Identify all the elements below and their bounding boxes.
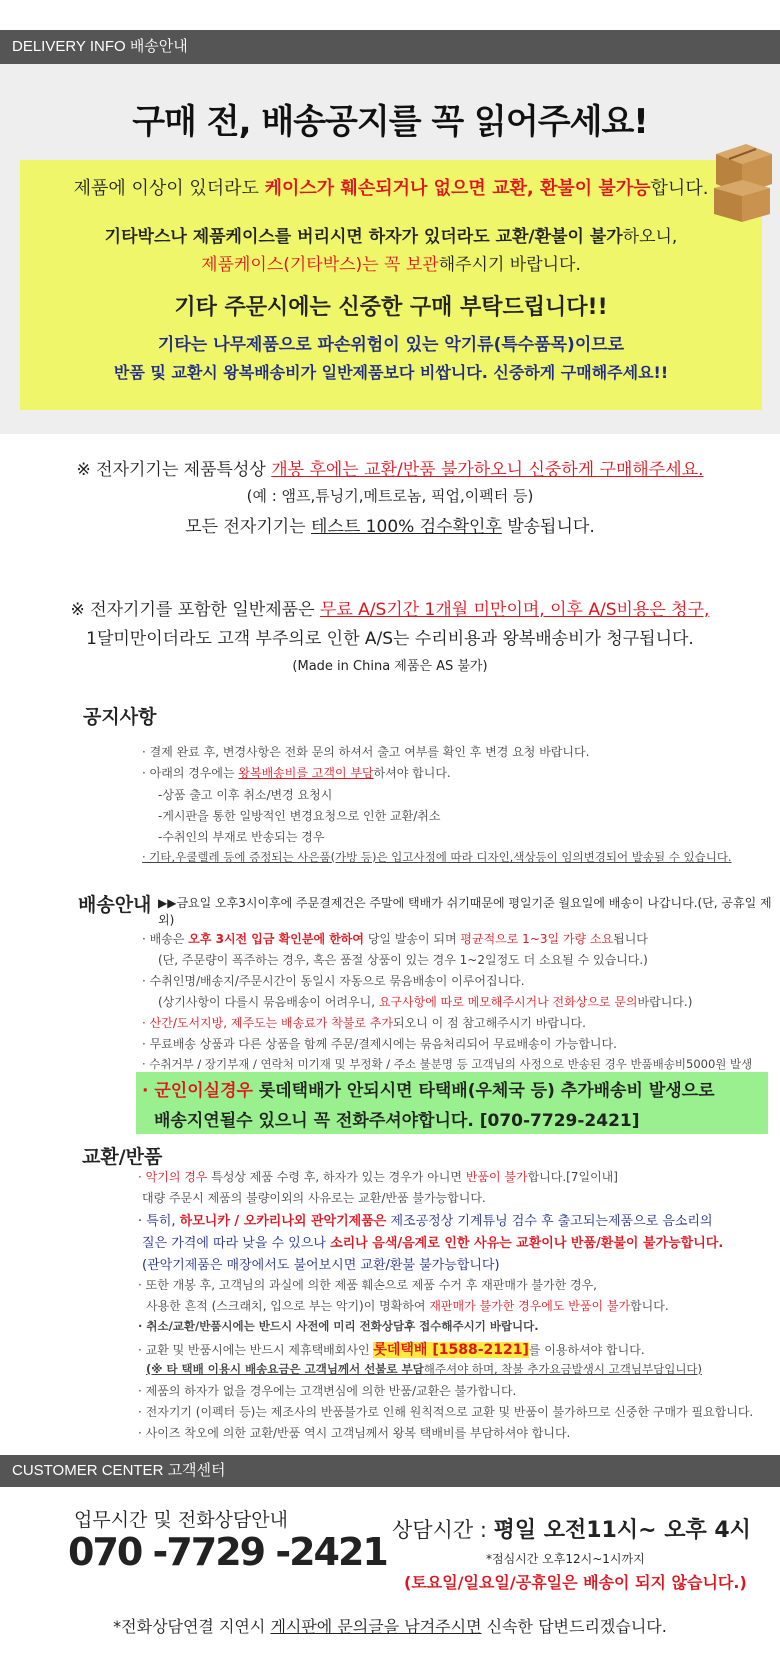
text-red: · 악기의 경우 (138, 1170, 208, 1184)
delivery-line: · 수취인명/배송지/주문시간이 동일시 자동으로 묶음배송이 이루어집니다. (142, 974, 525, 988)
guitar-order-title: 기타 주문시에는 신중한 구매 부탁드립니다!! (174, 295, 608, 320)
notice-title: 공지사항 (83, 706, 157, 728)
text: (상기사항이 다를시 묶음배송이 어려우니, (158, 995, 379, 1009)
exchange-line: · 사이즈 착오에 의한 교환/반품 역시 고객님께서 왕복 택배비를 부담하셔야 합니다. (138, 1426, 571, 1440)
text: 모든 전자기기는 (185, 517, 312, 537)
text: 를 이용하셔야 합니다. (528, 1343, 645, 1357)
text-underline: 테스트 100% 검수확인후 (311, 517, 502, 537)
text: · 배송은 (142, 932, 189, 946)
text: ※ 전자기기를 포함한 일반제품은 (70, 600, 320, 620)
exchange-line (138, 1168, 618, 1185)
text: 당일 발송이 되며 (364, 932, 461, 946)
delivery-line: · 무료배송 상품과 다른 상품을 함께 주문/결제시에는 묶음처리되어 무료배송이 가능합니다. (142, 1037, 617, 1051)
text: 특성상 제품 수령 후, 하자가 있는 경우가 아니면 (207, 1170, 466, 1184)
delivery-line (158, 993, 692, 1010)
consult-hours (392, 1513, 751, 1544)
exchange-title: 교환/반품 (82, 1146, 163, 1168)
guitar-order-line2: 반품 및 교환시 왕복배송비가 일반제품보다 비쌉니다. 신중하게 구매해주세요!! (113, 363, 669, 382)
delivery-line (142, 1014, 586, 1031)
text: 발송됩니다. (501, 517, 595, 537)
military-notice-line2: 배송지연될수 있으니 꼭 전화주셔야합니다. [070-7729-2421] (154, 1111, 640, 1131)
text-red: 왕복배송비를 고객이 부담 (238, 766, 374, 780)
notice-line: -수취인의 부재로 반송되는 경우 (158, 830, 325, 844)
as-notice-line3: (Made in China 제품은 AS 불가) (292, 659, 488, 674)
exchange-line: · 취소/교환/반품시에는 반드시 사전에 미리 전화상담후 접수해주시기 바랍니다. (138, 1319, 539, 1333)
notice-line: · 결제 완료 후, 변경사항은 전화 문의 하셔서 출고 여부를 확인 후 변경 요청 바랍니다. (142, 745, 590, 759)
text-red: 소리나 음색/음계로 인한 사유는 교환이나 반품/환불이 불가능합니다. (330, 1236, 724, 1251)
guitar-order-line1: 기타는 나무제품으로 파손위험이 있는 악기류(특수품목)이므로 (157, 335, 625, 355)
text: 질은 가격에 따라 낮을 수 있으나 (142, 1236, 331, 1251)
electronics-notice-line1 (0, 455, 780, 480)
as-notice-line2: 1달미만이더라도 고객 부주의로 인한 A/S는 수리비용과 왕복배송비가 청구됩니다. (86, 629, 694, 649)
exchange-line (142, 1232, 723, 1251)
case-warning-box (20, 160, 762, 410)
text: 제품에 이상이 있더라도 (73, 178, 265, 199)
delivery-intro: ▶▶금요일 오후3시이후에 주문결제건은 주말에 택배가 쉬기때문에 평일기준 월요일에 배송이 나갑니다.(단, 공휴일 제외) (158, 896, 772, 927)
closed-days: (토요일/일요일/공휴일은 배송이 되지 않습니다.) (404, 1573, 747, 1592)
case-warning-line2 (20, 222, 762, 247)
text: 해주시기 바랍니다. (438, 255, 581, 275)
text: 사용한 흔적 (스크래치, 입으로 부는 악기)이 명확하여 (146, 1299, 430, 1313)
delivery-line: · 수취거부 / 장기부재 / 연락처 미기재 및 부정확 / 주소 불분명 등 고객님의 사정으로 반송된 경우 반품배송비5000원 발생 (142, 1057, 753, 1071)
text-red: 케이스가 훼손되거나 없으면 교환, 환불이 불가능 (264, 178, 651, 199)
electronics-notice-line3 (0, 512, 780, 537)
text-red: 개봉 후에는 교환/반품 불가하오니 신중하게 구매해주세요. (271, 460, 704, 480)
text-red: 제품케이스(기타박스)는 꼭 보관 (201, 255, 439, 275)
as-notice-line1 (0, 595, 780, 620)
notice-line: · 기타,우쿨렐레 등에 증정되는 사은품(가방 등)은 입고사정에 따라 디자인,색상등이 임의변경되어 발송될 수 있습니다. (142, 850, 732, 864)
page-headline: 구매 전, 배송공지를 꼭 읽어주세요! (132, 102, 648, 142)
notice-line: -상품 출고 이후 취소/변경 요청시 (158, 788, 333, 802)
delivery-line (142, 930, 648, 947)
exchange-line: · 또한 개봉 후, 고객님의 과실에 의한 제품 훼손으로 제품 수거 후 재판매가 불가한 경우, (138, 1278, 597, 1292)
text: (※ 타 택배 이용시 배송요금은 고객님께서 선불로 부담 (146, 1362, 424, 1376)
exchange-line (138, 1339, 645, 1359)
electronics-notice-line2: (예 : 앰프,튜닝기,메트로놈, 픽업,이펙터 등) (246, 487, 534, 505)
text: 기타박스나 제품케이스를 버리시면 하자가 있더라도 교환/환불이 불가 (104, 227, 623, 247)
text: 상담시간 : (392, 1518, 494, 1542)
exchange-line (146, 1361, 702, 1377)
text: · 교환 및 반품시에는 반드시 제휴택배회사인 (138, 1343, 374, 1357)
text: 합니다.[7일이내] (527, 1170, 618, 1184)
footer-note (0, 1614, 780, 1637)
exchange-line (146, 1297, 669, 1314)
text-red: 반품이 불가 (465, 1170, 528, 1184)
text: 됩니다 (613, 932, 648, 946)
text-red: 무료 A/S기간 1개월 미만이며, 이후 A/S비용은 청구, (319, 600, 710, 620)
text: 롯데택배가 안되시면 타택배(우체국 등) 추가배송비 발생으로 (258, 1081, 715, 1101)
text: *전화상담연결 지연시 (113, 1617, 271, 1636)
text: 하셔야 합니다. (373, 766, 451, 780)
text-red: · 군인이실경우 (142, 1081, 259, 1101)
delivery-line: (단, 주문량이 폭주하는 경우, 혹은 품절 상품이 있는 경우 1~2일정도 더 소요될 수 있습니다.) (158, 953, 648, 967)
notice-line: -게시판을 통한 일방적인 변경요청으로 인한 교환/취소 (158, 809, 441, 823)
exchange-line: · 전자기기 (이펙터 등)는 제조사의 반품불가로 인해 원칙적으로 교환 및 반품이 불가하므로 신중한 구매가 필요합니다. (138, 1405, 754, 1419)
exchange-line (138, 1210, 713, 1229)
text: · 아래의 경우에는 (142, 766, 239, 780)
exchange-line: · 제품의 하자가 없을 경우에는 고객변심에 의한 반품/교환은 불가합니다. (138, 1384, 517, 1398)
military-notice-line1 (142, 1076, 715, 1101)
text: ※ 전자기기는 제품특성상 (76, 460, 272, 480)
text: 하오니, (622, 227, 678, 247)
case-warning-line3 (20, 250, 762, 275)
text-red: 평균적으로 1~3일 가량 소요 (460, 932, 614, 946)
text: · 특히, (138, 1214, 180, 1229)
text: 합니다. (630, 1299, 669, 1313)
text-red: 요구사항에 따로 메모해주시거나 전화상으로 문의 (378, 995, 638, 1009)
notice-line (142, 764, 451, 781)
text-red: 하모니카 / 오카리나외 관악기제품은 (179, 1214, 387, 1229)
lunch-hours: *점심시간 오후12시~1시까지 (486, 1552, 645, 1566)
customer-center-bar: CUSTOMER CENTER 고객센터 (0, 1455, 780, 1487)
text: 신속한 답변드리겠습니다. (481, 1617, 667, 1636)
case-warning-line1 (20, 174, 762, 200)
text-red: · 산간/도서지방, 제주도는 배송료가 착불로 추가 (142, 1016, 393, 1030)
exchange-line: (관악기제품은 매장에서도 불어보시면 교환/환불 불가능합니다) (142, 1258, 500, 1273)
board-link[interactable]: 게시판에 문의글을 남겨주시면 (270, 1617, 482, 1636)
delivery-title: 배송안내 (78, 894, 152, 916)
cardboard-box-icon (710, 136, 776, 226)
text-red: 롯데택배 [1588-2121] (373, 1342, 529, 1358)
text-red: 오후 3시전 입금 확인분에 한하여 (188, 932, 364, 946)
military-notice-box (136, 1072, 768, 1134)
business-hours-label: 업무시간 및 전화상담안내 (74, 1509, 288, 1531)
text-red: 재판매가 불가한 경우에도 반품이 불가 (429, 1299, 631, 1313)
text: 바랍니다.) (637, 995, 693, 1009)
text: 제조공정상 기계튜닝 검수 후 출고되는제품으로 음소리의 (386, 1214, 713, 1229)
text-bold: 평일 오전11시~ 오후 4시 (493, 1518, 751, 1543)
text: 해주셔야 하며, 착불 추가요금발생시 고객님부담입니다) (423, 1362, 703, 1376)
text: 합니다. (650, 178, 709, 199)
exchange-line: 대량 주문시 제품의 불량이외의 사유로는 교환/반품 불가능합니다. (142, 1191, 486, 1205)
text: 되오니 이 점 참고해주시기 바랍니다. (393, 1016, 586, 1030)
delivery-info-bar: DELIVERY INFO 배송안내 (0, 30, 780, 64)
phone-number[interactable]: 070 -7729 -2421 (68, 1530, 387, 1574)
